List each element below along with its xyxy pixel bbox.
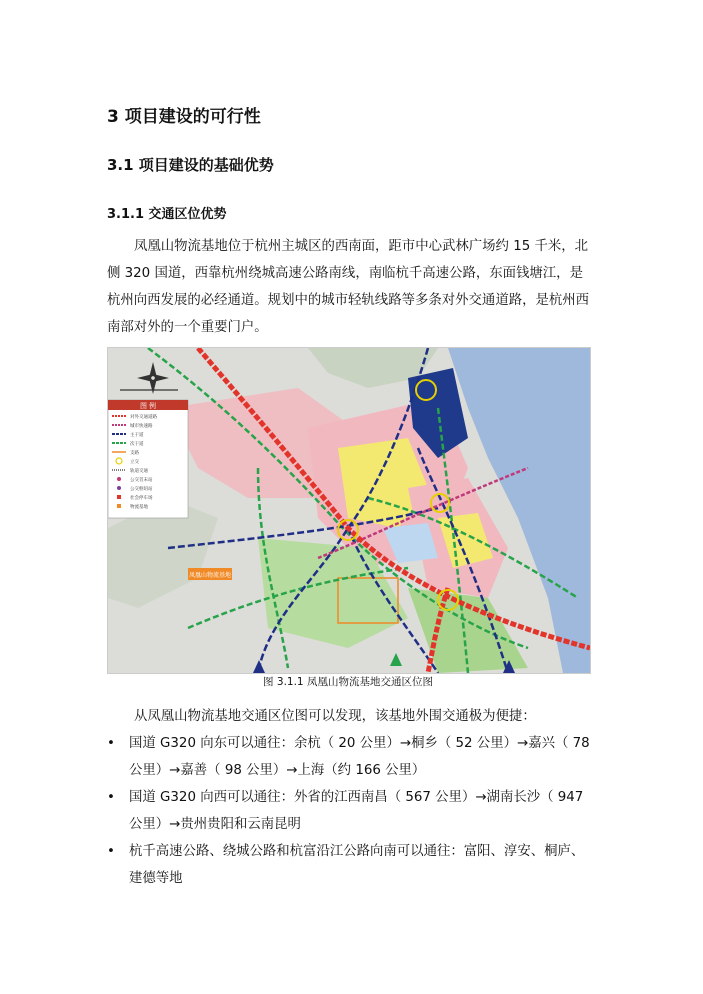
legend-item: 公交首末站 (130, 477, 153, 482)
legend-item: 社会停车场 (130, 495, 153, 500)
legend-item: 立交 (130, 459, 139, 464)
legend-item: 轨道交通 (130, 468, 148, 473)
legend-item: 主干道 (130, 432, 144, 437)
list-item-text: 国道 G320 向东可以通往：余杭（ 20 公里）→桐乡（ 52 公里）→嘉兴（ 78 公里）→嘉善（ 98 公里）→上海（约 166 公里） (129, 736, 590, 778)
intro-paragraph: 凤凰山物流基地位于杭州主城区的西南面，距市中心武林广场约 15 千米，北侧 320 国道，西靠杭州绕城高速公路南线，南临杭千高速公路，东面钱塘江，是杭州向西发展的必经通道。规划中的城市轻轨线路等多条对外交通道路，是杭州西南部对外的一个重要门户。 (107, 239, 590, 335)
map-summary-paragraph: 从凤凰山物流基地交通区位图可以发现，该基地外围交通极为便捷： (134, 709, 536, 724)
traffic-location-map (107, 347, 591, 674)
bullet-icon: • (107, 736, 115, 751)
list-item (107, 784, 597, 838)
legend-item: 物流基地 (130, 504, 148, 509)
legend-title: 图 例 (140, 403, 156, 410)
list-item (107, 730, 597, 784)
site-label: 凤凰山物流基地 (188, 573, 232, 579)
legend-item: 对外交通道路 (130, 414, 157, 419)
section-heading: 3.1 项目建设的基础优势 (107, 156, 274, 174)
list-item-text: 国道 G320 向西可以通往：外省的江西南昌（ 567 公里）→湖南长沙（ 947 公里）→贵州贵阳和云南昆明 (129, 790, 584, 832)
subsection-heading: 3.1.1 交通区位优势 (107, 207, 227, 222)
list-item-text: 杭千高速公路、绕城公路和杭富沿江公路向南可以通往：富阳、淳安、桐庐、建德等地 (129, 844, 585, 886)
list-item (107, 838, 597, 892)
route-list (107, 730, 597, 892)
legend-item: 城市快速路 (130, 423, 153, 428)
legend-item: 支路 (130, 450, 139, 455)
figure-caption: 图 3.1.1 凤凰山物流基地交通区位图 (263, 676, 433, 688)
legend-item: 公交枢纽站 (130, 486, 153, 491)
legend-item: 次干道 (130, 441, 144, 446)
chapter-heading: 3 项目建设的可行性 (107, 107, 261, 127)
bullet-icon: • (107, 790, 115, 805)
bullet-icon: • (107, 844, 115, 859)
